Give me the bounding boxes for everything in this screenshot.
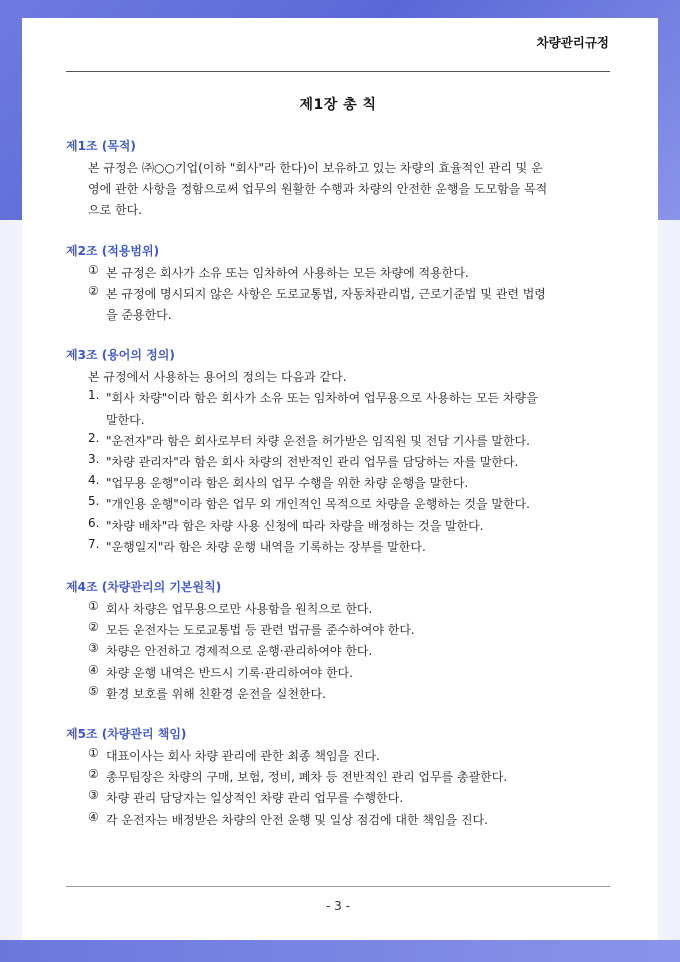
background-bottom-band (0, 940, 680, 962)
clause-text: 총무팀장은 차량의 구매, 보험, 정비, 폐차 등 전반적인 관리 업무를 총괄한다. (106, 770, 508, 785)
article-2 (66, 241, 610, 327)
definition-item (66, 516, 610, 537)
clause-text: 환경 보호를 위해 친환경 운전을 실천한다. (106, 686, 326, 701)
article-title: 제5조 (차량관리 책임) (66, 727, 187, 742)
clause-text: 차량은 안전하고 경제적으로 운행·관리하여야 한다. (106, 644, 373, 659)
article-1 (66, 136, 610, 222)
definition-number: 4. (88, 473, 100, 488)
clause-item (66, 663, 610, 684)
definition-item (66, 452, 610, 473)
definition-text: "회사 차량"이라 함은 회사가 소유 또는 임차하여 업무용으로 사용하는 모든 차량을 (106, 391, 538, 406)
clause-item (66, 684, 610, 705)
definition-item (66, 473, 610, 494)
clause-marker: ⑤ (88, 683, 99, 698)
article-title: 제2조 (적용범위) (66, 243, 160, 258)
clause-marker: ① (88, 746, 99, 761)
definition-text: 말한다. (106, 412, 145, 427)
header-divider (66, 71, 610, 72)
article-intro: 본 규정에서 사용하는 용어의 정의는 다음과 같다. (88, 370, 347, 385)
paragraph-line: 으로 한다. (88, 203, 142, 218)
definition-text: "업무용 운행"이라 함은 회사의 업무 수행을 위한 차량 운행을 말한다. (106, 476, 469, 491)
clause-text: 본 규정에 명시되지 않은 사항은 도로교통법, 자동차관리법, 근로기준법 및 관련 법령 (106, 286, 546, 301)
definition-number: 2. (88, 430, 100, 445)
clause-text: 차량 관리 담당자는 일상적인 차량 관리 업무를 수행한다. (106, 791, 404, 806)
clause-item (66, 767, 610, 788)
clause-marker: ② (88, 620, 99, 635)
clause-text: 대표이사는 회사 차량 관리에 관한 최종 책임을 진다. (106, 749, 380, 764)
clause-marker: ② (88, 283, 99, 298)
footer-divider (66, 886, 610, 887)
definition-text: "차량 배차"라 함은 차량 사용 신청에 따라 차량을 배정하는 것을 말한다. (106, 518, 484, 533)
article-title: 제1조 (목적) (66, 139, 136, 153)
definition-text: "운전자"라 함은 회사로부터 차량 운전을 허가받은 임직원 및 전담 기사를 말한다. (106, 433, 530, 448)
definition-number: 6. (88, 515, 100, 530)
clause-marker: ④ (88, 662, 99, 677)
clause-text: 모든 운전자는 도로교통법 등 관련 법규를 준수하여야 한다. (106, 623, 415, 638)
clause-item (66, 746, 610, 767)
clause-item (66, 641, 610, 662)
clause-marker: ① (88, 599, 99, 614)
clause-marker: ② (88, 767, 99, 782)
definition-text: "운행일지"라 함은 차량 운행 내역을 기록하는 장부를 말한다. (106, 539, 426, 554)
clause-item (66, 263, 610, 284)
article-5 (66, 724, 610, 831)
definition-text: "개인용 운행"이라 함은 업무 외 개인적인 목적으로 차량을 운행하는 것을 말한다. (106, 497, 530, 512)
definition-item (66, 388, 610, 430)
definition-number: 7. (88, 536, 100, 551)
definition-item (66, 431, 610, 452)
clause-item (66, 810, 610, 831)
definition-number: 1. (88, 388, 100, 403)
clause-item (66, 599, 610, 620)
clause-item (66, 620, 610, 641)
clause-text: 차량 운행 내역은 반드시 기록·관리하여야 한다. (106, 665, 353, 680)
article-3 (66, 345, 610, 558)
article-paragraph (66, 158, 610, 222)
running-header: 차량관리규정 (536, 35, 609, 50)
definition-item (66, 494, 610, 515)
page-number: - 3 - (326, 899, 350, 913)
definition-number: 5. (88, 494, 100, 509)
clause-text: 각 운전자는 배정받은 차량의 안전 운행 및 일상 점검에 대한 책임을 진다. (106, 812, 488, 827)
article-title: 제3조 (용어의 정의) (66, 348, 175, 363)
paragraph-line: 영에 관한 사항을 정함으로써 업무의 원활한 수행과 차량의 안전한 운행을 도모함을 목적 (88, 182, 548, 197)
definition-number: 3. (88, 452, 100, 467)
clause-text: 회사 차량은 업무용으로만 사용함을 원칙으로 한다. (106, 602, 373, 617)
clause-item (66, 788, 610, 809)
clause-marker: ③ (88, 641, 99, 656)
clause-text: 본 규정은 회사가 소유 또는 임차하여 사용하는 모든 차량에 적용한다. (106, 265, 469, 280)
definition-item (66, 537, 610, 558)
document-body (66, 136, 610, 850)
chapter-title: 제1장 총 칙 (299, 97, 377, 113)
paragraph-line: 본 규정은 ㈜○○기업(이하 "회사"라 한다)이 보유하고 있는 차량의 효율적인 관리 및 운 (88, 161, 543, 175)
article-4 (66, 577, 610, 705)
definition-text: "차량 관리자"라 함은 회사 차량의 전반적인 관리 업무를 담당하는 자를 말한다. (106, 455, 519, 470)
clause-marker: ④ (88, 809, 99, 824)
clause-marker: ① (88, 262, 99, 277)
clause-marker: ③ (88, 788, 99, 803)
article-title: 제4조 (차량관리의 기본원칙) (66, 580, 222, 595)
clause-item (66, 284, 610, 326)
clause-text: 을 준용한다. (106, 308, 172, 323)
